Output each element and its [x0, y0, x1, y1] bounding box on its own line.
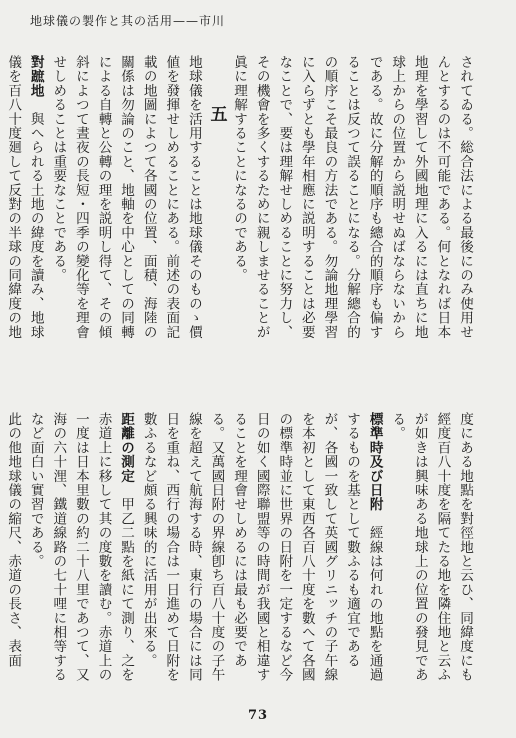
page-number: 73 — [247, 708, 269, 723]
text-distance: 甲乙二點を紙にて測り、之を赤道上に移して其の度數を讀む。赤道上の一度は日本里數の約二十八里であつて、又海の六十浬、鐵道線路の七十哩に相等するなど面白い實習である。 — [27, 412, 135, 682]
heading-antipodes: 對蹠地 — [27, 55, 44, 98]
lower-text-block — [0, 412, 476, 690]
paragraph-distance — [24, 412, 137, 690]
upper-text-block — [0, 55, 476, 340]
paragraph-other-calculations: 此の他地球儀の縮尺、赤道の長さ、表面 — [5, 412, 22, 668]
text-standard-time: 經線は何れの地點を通過するものを基として數ふるも適宜であるが、各國一致して英國グリニッチの子午線を本初として東西各百八十度を數へて各國の標準時並に世界の日附を一定するなど今日の如く國際聯盟等の時間が我國と相違することを理會せしめるには最も必要である。又萬國日附の界線卽ち百八十度の子午線を超えて航海する時、東行の場合には同日を重ね、西行の場合は一日進めて日附を數ふるなど頗る興味的に活用が出來る。 — [140, 412, 383, 682]
running-head: 地球儀の製作と其の活用——市川 — [30, 14, 226, 28]
paragraph-antipodes-continued: 度にある地點を對徑地と云ひ、同緯度にも經度百八十度を隔てたる地を隣住地と云ふが如きは興味ある地球上の位置の發見である。 — [389, 412, 473, 682]
paragraph-standard-time — [137, 412, 386, 690]
paragraph-antipodes — [0, 55, 47, 340]
paragraph-globe-usage: 地球儀を活用することは地球儀そのものゝ價値を發揮せしめることにある。前述の表面記載の地圖によつて各國の位置、面積、海陸の關係は勿論のこと、地軸を中心としての同轉による自轉と公轉の理を説明し得て、その傾斜によつて晝夜の長短・四季の變化等を理會せしめることは重要なことである。 — [50, 55, 202, 339]
section-number: 五 — [206, 105, 227, 123]
heading-distance: 距離の測定 — [118, 412, 135, 483]
heading-standard-time: 標準時及び日附 — [366, 412, 383, 512]
text-antipodes: 與へられる土地の緯度を讀み、地球儀を百八十度廻して反對の半球の同緯度の地 — [5, 55, 44, 340]
paragraph-synthesis-method: されてゐる。総合法による最後にのみ使用せんとするのは不可能である。何となれば日本地理を學習して外國地理に入るには直ちに地球上からの位置から説明せぬばならないからである。故に分解的順序も總合的順序も偏することは反つて誤ることになる。分解總合的の順序こそ最良の方法である。勿論地理學習に入らずとも學年相應に説明することは必要なことで、要は理解せしめることに努力し、その機會を多くするために親しませることが眞に理解することになるのである。 — [231, 55, 473, 339]
